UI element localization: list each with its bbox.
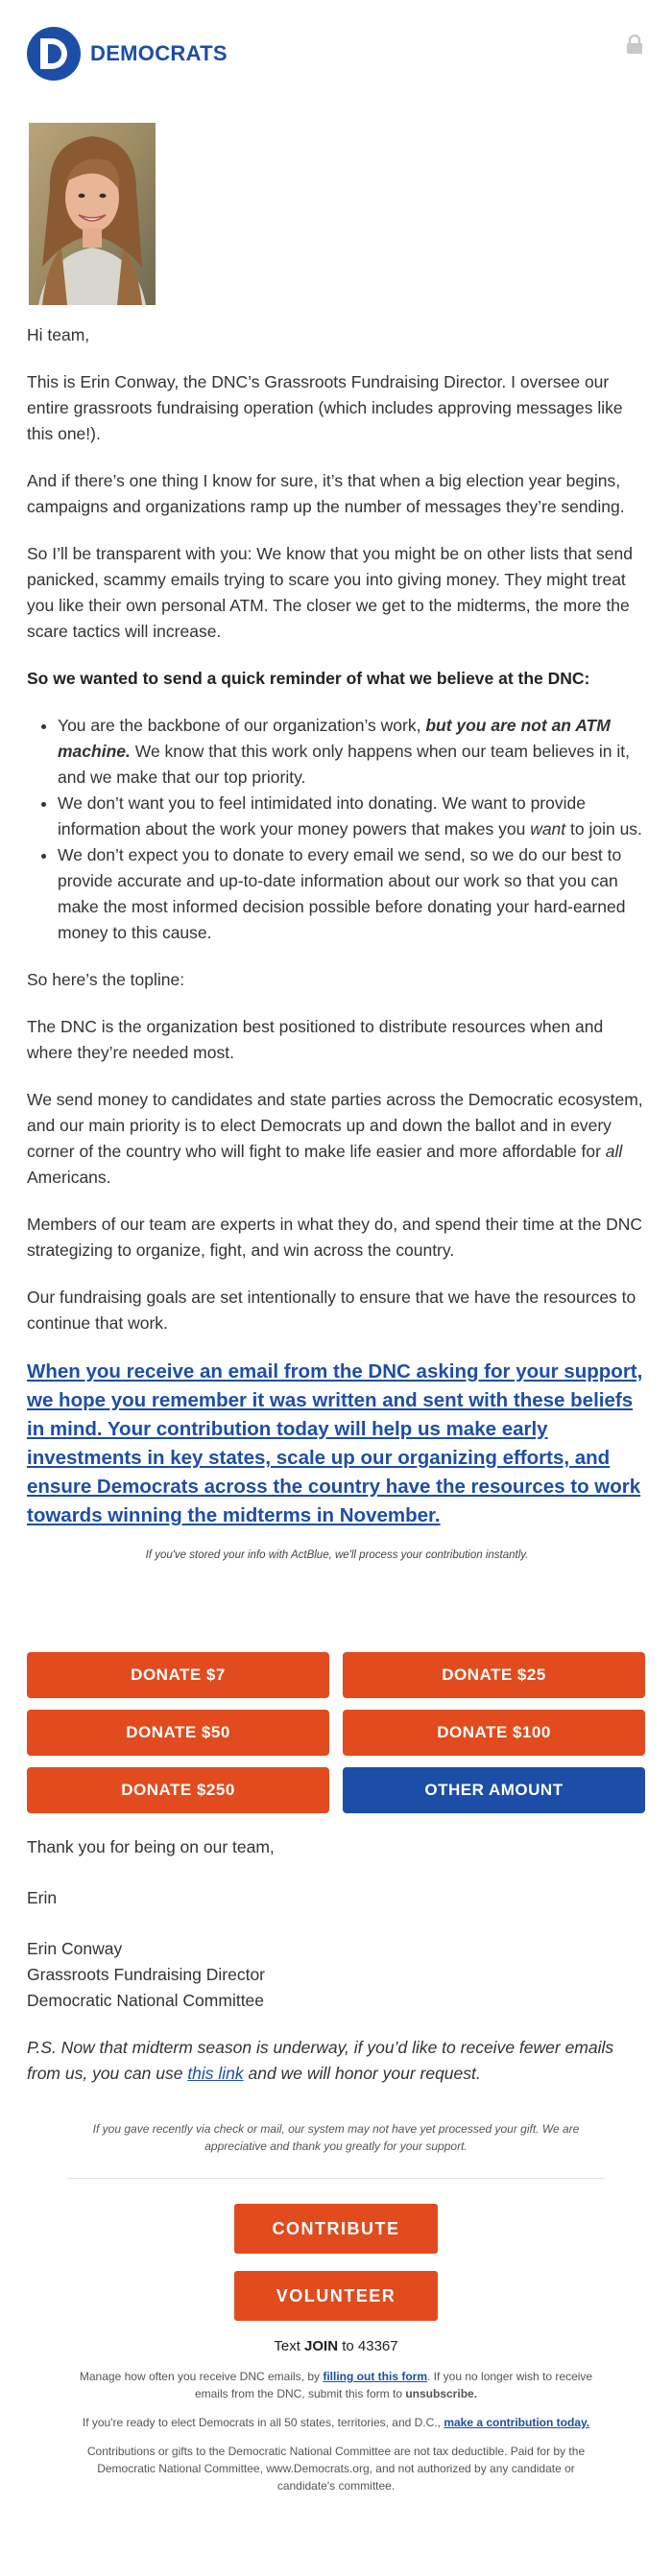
paragraph-goals: Our fundraising goals are set intentionally to ensure that we have the resources to continue that work. [27,1288,636,1333]
postscript: P.S. Now that midterm season is underway, if you’d like to receive fewer emails from us, you can use this link and we will honor your request. [27,2038,614,2083]
donate-50-button[interactable]: DONATE $50 [27,1710,329,1756]
manage-form-link[interactable]: filling out this form [323,2370,427,2383]
donation-button-grid [0,1652,672,1813]
paragraph-intro: This is Erin Conway, the DNC’s Grassroots Fundraising Director. I oversee our entire grassroots fundraising operation (which includes approving messages like this one!). [27,372,623,443]
beliefs-heading: So we wanted to send a quick reminder of what we believe at the DNC: [27,669,590,688]
text-join-line: Text JOIN to 43367 [274,2338,398,2354]
list-item: • We don’t want you to feel intimidated into donating. We want to provide information about the work your money powers that makes you want to join us. [58,791,647,842]
donate-250-button[interactable]: DONATE $250 [27,1767,329,1813]
paragraph-transparency: So I’ll be transparent with you: We know that you might be on other lists that send panicked, scammy emails trying to scare you into giving money. They might treat you like their own personal ATM. The closer we get to the midterms, the more the scare tactics will increase. [27,544,633,641]
democrats-logo[interactable] [27,27,228,81]
donate-cta-link[interactable]: When you receive an email from the DNC asking for your support, we hope you remember it was written and sent with these beliefs in mind. Your contribution today will help us make early investments in key states, scale up our organizing efforts, and ensure Democrats across the country have the resources to work towards winning the midterms in November. [27,1360,643,1526]
greeting: Hi team, [27,325,90,344]
democrats-d-icon [27,27,81,81]
paragraph-team: Members of our team are experts in what they do, and spend their time at the DNC strategizing to organize, fight, and win across the country. [27,1215,643,1260]
signature-first: Erin [27,1888,58,1907]
signature-block [27,1834,647,2087]
donate-25-button[interactable]: DONATE $25 [343,1652,645,1698]
paragraph-dnc-position: The DNC is the organization best positioned to distribute resources when and where they’re needed most. [27,1017,604,1062]
ready-contribute-text: If you're ready to elect Democrats in all 50 states, territories, and D.C., make a contribution today. [82,2416,590,2429]
brand-name: DEMOCRATS [90,41,228,65]
paragraph-topline: So here’s the topline: [27,970,185,989]
paragraph-send-money: We send money to candidates and state parties across the Democratic ecosystem, and our main priority is to elect Democrats up and down the ballot and in every corner of the country who will fight to make life easier and more affordable for all Americans. [27,1090,643,1187]
signature-name: Erin Conway [27,1939,123,1958]
make-contribution-link[interactable]: make a contribution today. [444,2416,590,2429]
volunteer-button[interactable]: VOLUNTEER [234,2271,438,2321]
email-footer [0,2120,672,2506]
other-amount-button[interactable]: OTHER AMOUNT [343,1767,645,1813]
contribute-button[interactable]: CONTRIBUTE [234,2204,438,2254]
beliefs-list [27,713,647,946]
donate-7-button[interactable]: DONATE $7 [27,1652,329,1698]
email-header [0,0,672,106]
donate-100-button[interactable]: DONATE $100 [343,1710,645,1756]
lock-icon [626,35,643,54]
manage-emails-text: Manage how often you receive DNC emails, by filling out this form. If you no longer wish to receive emails from the DNC, submit this form to unsubscribe. [79,2370,593,2400]
fewer-emails-link[interactable]: this link [187,2064,244,2083]
thanks-line: Thank you for being on our team, [27,1837,275,1856]
signature-title: Grassroots Fundraising Director [27,1965,265,1984]
actblue-note: If you've stored your info with ActBlue, we'll process your contribution instantly. [145,1549,529,1561]
mail-gift-note: If you gave recently via check or mail, our system may not have yet processed your gift. We are appreciative and thank you greatly for your support. [92,2122,580,2153]
footer-divider [67,2178,605,2179]
email-body [27,322,647,1576]
author-photo [29,123,156,305]
paragraph-election-year: And if there’s one thing I know for sure, it’s that when a big election year begins, campaigns and organizations ramp up the number of messages they’re sending. [27,471,625,516]
legal-disclaimer: Contributions or gifts to the Democratic National Committee are not tax deductible. Paid for by the Democratic National Committee, www.Democrats.org, and not authorized by any candidate or candidate's committee. [86,2445,586,2493]
list-item: • You are the backbone of our organization’s work, but you are not an ATM machine. We know that this work only happens when our team believes in it, and we make that our top priority. [58,713,647,791]
signature-org: Democratic National Committee [27,1991,265,2010]
unsubscribe-link[interactable]: unsubscribe. [405,2387,478,2400]
signature-details [27,1936,647,2014]
list-item: • We don’t expect you to donate to every email we send, so we do our best to provide accurate and up-to-date information about our work so that you can make the most informed decision possible before donating your hard-earned money to this cause. [58,842,647,946]
donation-section [0,1652,672,2100]
